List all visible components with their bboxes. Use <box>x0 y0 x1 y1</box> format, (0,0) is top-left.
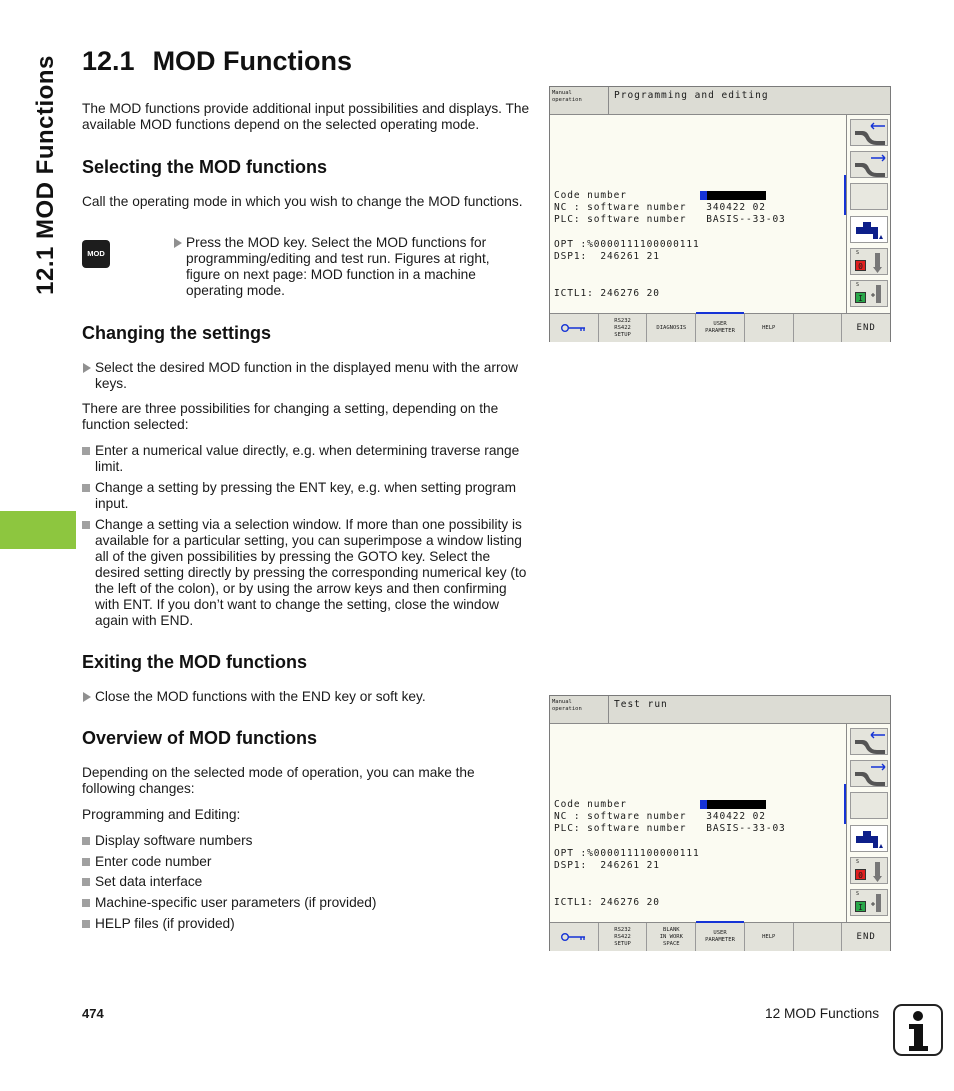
changing-step <box>82 360 530 392</box>
chapter-color-marker <box>0 511 76 549</box>
screen-mode-label: Manual operation <box>552 90 582 103</box>
mod-key-icon: MOD <box>82 240 110 268</box>
bullet-square-icon <box>82 878 90 886</box>
spindle-start-softkey[interactable] <box>850 280 888 307</box>
list-item <box>82 895 530 911</box>
softkey-user-parameter-label: USER PARAMETER <box>705 930 735 943</box>
mode-right-softkey[interactable] <box>850 151 888 178</box>
heading-changing: Changing the settings <box>82 323 271 343</box>
step-arrow-icon <box>83 692 91 702</box>
selecting-step-text: Press the MOD key. Select the MOD functions for programming/editing and test run. Figures at right, figure on next page: MOD function in a machine operating mode. <box>186 235 490 298</box>
control-screen-test-run <box>549 695 891 951</box>
mode-right-softkey[interactable] <box>850 760 888 787</box>
key-icon <box>559 323 589 333</box>
softkey-highlight <box>696 312 744 314</box>
s-key-label: S <box>856 250 860 256</box>
transfer-left-icon <box>851 729 889 756</box>
nc-software-line: NC : software number 340422 02 <box>554 202 766 213</box>
softkey-code[interactable] <box>550 923 599 951</box>
spindle-stop-softkey[interactable] <box>850 248 888 275</box>
selecting-paragraph: Call the operating mode in which you wish to change the MOD functions. <box>82 194 523 209</box>
transfer-left-icon <box>851 120 889 147</box>
list-item-text: Machine-specific user parameters (if provided) <box>95 895 377 910</box>
screen-title: Test run <box>608 696 890 724</box>
blank-softkey[interactable] <box>850 792 888 819</box>
tool-down-icon <box>851 249 889 276</box>
softkey-blank-work-space[interactable]: BLANK IN WORK SPACE <box>647 923 696 951</box>
list-item-text: Enter a numerical value directly, e.g. when determining traverse range limit. <box>95 443 520 474</box>
spindle-off-icon: 0 <box>855 260 866 271</box>
footer-chapter: 12 MOD Functions <box>765 1006 880 1021</box>
spindle-on-icon: I <box>855 292 866 303</box>
list-item <box>82 874 530 890</box>
bullet-square-icon <box>82 899 90 907</box>
opt-line: OPT :%0000111100000111 <box>554 848 700 859</box>
step-arrow-icon <box>83 363 91 373</box>
s-key-label: S <box>856 891 860 897</box>
opt-line: OPT :%0000111100000111 <box>554 239 700 250</box>
changing-step-text: Select the desired MOD function in the displayed menu with the arrow keys. <box>95 360 519 391</box>
spindle-on-icon: I <box>855 901 866 912</box>
coolant-softkey[interactable] <box>850 216 888 243</box>
bullet-square-icon <box>82 837 90 845</box>
bullet-square-icon <box>82 447 90 455</box>
softkey-blank[interactable] <box>794 923 843 951</box>
softkey-blank[interactable] <box>794 314 843 342</box>
softkey-diagnosis[interactable]: DIAGNOSIS <box>647 314 696 342</box>
softkey-code[interactable] <box>550 314 599 342</box>
list-item <box>82 854 530 870</box>
coolant-tap-icon <box>851 217 889 244</box>
page-number: 474 <box>82 1006 104 1021</box>
softkey-user-parameter[interactable] <box>696 314 745 342</box>
code-number-field[interactable] <box>700 191 766 200</box>
screen-content <box>550 724 846 922</box>
list-item-text: HELP files (if provided) <box>95 916 235 931</box>
dsp-line: DSP1: 246261 21 <box>554 860 660 871</box>
intro-paragraph: The MOD functions provide additional input possibilities and displays. The available MOD functions depend on the selected operating mode. <box>82 101 530 132</box>
list-item-text: Change a setting by pressing the ENT key, e.g. when setting program input. <box>95 480 516 511</box>
code-number-cursor <box>700 800 707 809</box>
list-item <box>82 833 530 849</box>
softkey-highlight <box>696 921 744 923</box>
transfer-right-icon <box>851 761 889 788</box>
code-number-cursor <box>700 191 707 200</box>
spindle-stop-softkey[interactable] <box>850 857 888 884</box>
code-number-label: Code number <box>554 190 627 201</box>
screen-header <box>550 87 890 115</box>
list-item-text: Display software numbers <box>95 833 253 848</box>
softkey-user-parameter[interactable] <box>696 923 745 951</box>
exiting-step-text: Close the MOD functions with the END key or soft key. <box>95 689 426 704</box>
control-screen-programming <box>549 86 891 342</box>
code-number-field[interactable] <box>700 800 766 809</box>
list-item-text: Enter code number <box>95 854 212 869</box>
bullet-square-icon <box>82 858 90 866</box>
softkey-end[interactable]: END <box>842 923 890 951</box>
screen-side-softkeys <box>846 724 890 922</box>
plc-software-line: PLC: software number BASIS--33-03 <box>554 214 786 225</box>
overview-label: Programming and Editing: <box>82 807 241 822</box>
coolant-tap-icon <box>851 826 889 853</box>
section-title: MOD Functions <box>152 46 353 76</box>
tool-rotate-icon <box>851 281 889 308</box>
screen-softkey-bar <box>550 922 890 950</box>
softkey-rs232[interactable]: RS232 RS422 SETUP <box>599 314 648 342</box>
exiting-step <box>82 689 530 705</box>
screen-header <box>550 696 890 724</box>
tool-down-icon <box>851 858 889 885</box>
softkey-end[interactable]: END <box>842 314 890 342</box>
page-title <box>82 46 352 77</box>
chapter-side-tab-label: 12.1 MOD Functions <box>32 55 59 295</box>
info-i-glyph <box>895 1006 941 1054</box>
heading-exiting: Exiting the MOD functions <box>82 652 307 672</box>
ictl-line: ICTL1: 246276 20 <box>554 288 660 299</box>
bullet-square-icon <box>82 521 90 529</box>
screen-title: Programming and editing <box>608 87 890 115</box>
softkey-help[interactable]: HELP <box>745 923 794 951</box>
tool-rotate-icon <box>851 890 889 917</box>
spindle-off-icon: 0 <box>855 869 866 880</box>
list-item <box>82 517 530 629</box>
blank-softkey[interactable] <box>850 183 888 210</box>
section-number: 12.1 <box>82 46 135 76</box>
plc-software-line: PLC: software number BASIS--33-03 <box>554 823 786 834</box>
s-key-label: S <box>856 859 860 865</box>
softkey-help[interactable]: HELP <box>745 314 794 342</box>
heading-overview: Overview of MOD functions <box>82 728 318 748</box>
dsp-line: DSP1: 246261 21 <box>554 251 660 262</box>
ictl-line: ICTL1: 246276 20 <box>554 897 660 908</box>
mode-left-softkey[interactable] <box>850 119 888 146</box>
s-key-label: S <box>856 282 860 288</box>
info-icon <box>893 1004 943 1056</box>
key-icon <box>559 932 589 942</box>
screen-mode-label: Manual operation <box>552 699 582 712</box>
heading-selecting: Selecting the MOD functions <box>82 157 328 177</box>
step-arrow-icon <box>174 238 182 248</box>
screen-side-softkeys <box>846 115 890 313</box>
transfer-right-icon <box>851 152 889 179</box>
screen-softkey-bar <box>550 313 890 341</box>
list-item-text: Change a setting via a selection window. If more than one possibility is available for a particular setting, you can superimpose a window listing all of the given possibilities by pressing the GOTO key. Select the desired setting directly by pressing the corresponding numerical key (to the left of the colon), or by using the arrow keys and then confirming with ENT. If you don’t want to change the setting, close the window again with END. <box>95 517 527 628</box>
list-item-text: Set data interface <box>95 874 203 889</box>
list-item <box>82 480 530 512</box>
changing-paragraph: There are three possibilities for changing a setting, depending on the function selected: <box>82 401 499 432</box>
coolant-softkey[interactable] <box>850 825 888 852</box>
list-item <box>82 443 530 475</box>
overview-paragraph: Depending on the selected mode of operation, you can make the following changes: <box>82 765 475 796</box>
softkey-user-parameter-label: USER PARAMETER <box>705 321 735 334</box>
selecting-step <box>173 235 523 299</box>
list-item <box>82 916 530 932</box>
chapter-side-tab <box>26 50 66 300</box>
bullet-square-icon <box>82 920 90 928</box>
nc-software-line: NC : software number 340422 02 <box>554 811 766 822</box>
softkey-rs232[interactable]: RS232 RS422 SETUP <box>599 923 648 951</box>
spindle-start-softkey[interactable] <box>850 889 888 916</box>
screen-content <box>550 115 846 313</box>
code-number-label: Code number <box>554 799 627 810</box>
bullet-square-icon <box>82 484 90 492</box>
mode-left-softkey[interactable] <box>850 728 888 755</box>
